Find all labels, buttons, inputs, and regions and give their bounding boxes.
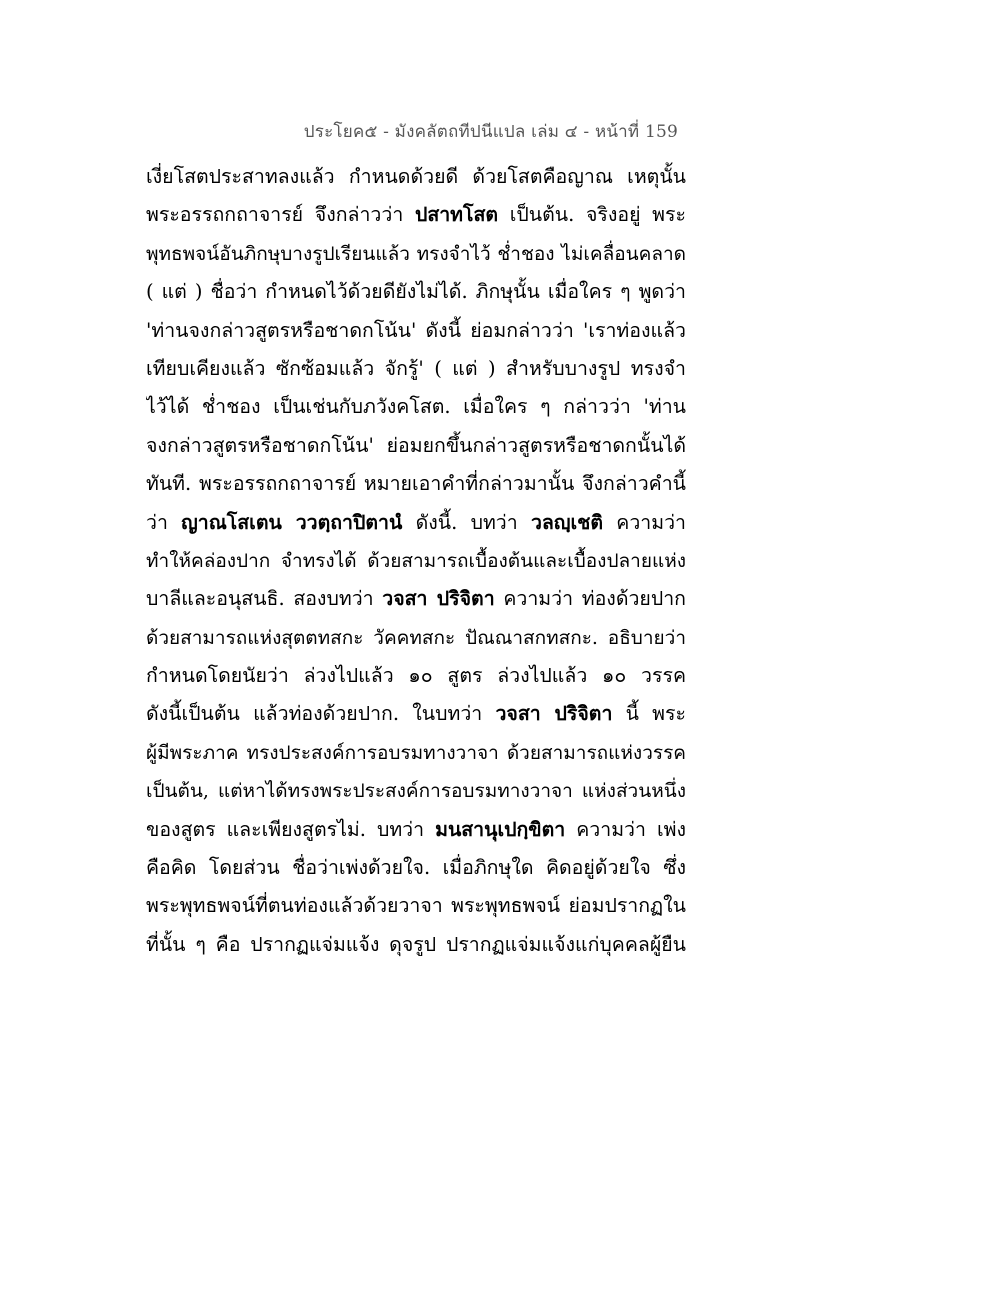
text-run: พระพุทธพจน์ที่ตนท่องแล้วด้วยวาจา พระพุทธพจน์ ย่อมปรากฏใน: [146, 894, 686, 918]
pali-term: ญาณโสเตน ววตฺถาปิตานํ: [181, 510, 403, 534]
text-run: พุทธพจน์อันภิกษุบางรูปเรียนแล้ว ทรงจำไว้ ช่ำชอง ไม่เคลื่อนคลาด: [146, 242, 686, 265]
text-run: ความว่า: [603, 510, 686, 534]
text-run: ความว่า เพ่ง: [565, 817, 686, 841]
pali-term: วจสา ปริจิตา: [495, 702, 613, 726]
text-line: [146, 772, 686, 810]
text-line: [146, 619, 686, 657]
running-header: ประโยค๕ - มังคลัตถทีปนีแปล เล่ม ๔ - หน้าที่ 159: [303, 122, 678, 142]
text-line: [146, 926, 686, 964]
text-run: ( แต่ ) ชื่อว่า กำหนดไว้ด้วยดียังไม่ได้. ภิกษุนั้น เมื่อใคร ๆ พูดว่า: [146, 280, 686, 304]
text-run: ของสูตร และเพียงสูตรไม่. บทว่า: [146, 817, 436, 841]
text-line: [146, 465, 686, 503]
text-run: เงี่ยโสตประสาทลงแล้ว กำหนดด้วยดี ด้วยโสตคือญาณ เหตุนั้น: [146, 165, 686, 188]
text-run: คือคิด โดยส่วน ชื่อว่าเพ่งด้วยใจ. เมื่อภิกษุใด คิดอยู่ด้วยใจ ซึ่ง: [146, 856, 686, 880]
text-line: [146, 542, 686, 580]
text-run: เป็นต้น, แต่หาได้ทรงพระประสงค์การอบรมทางวาจา แห่งส่วนหนึ่ง: [146, 780, 686, 803]
text-line: [146, 811, 686, 849]
text-line: [146, 695, 686, 733]
text-line: [146, 388, 686, 426]
text-line: [146, 657, 686, 695]
text-line: [146, 350, 686, 388]
text-run: บาลีและอนุสนธิ. สองบทว่า: [146, 587, 383, 611]
text-run: 'ท่านจงกล่าวสูตรหรือชาดกโน้น' ดังนี้ ย่อมกล่าวว่า 'เราท่องแล้ว: [146, 318, 686, 342]
text-run: ดังนี้เป็นต้น แล้วท่องด้วยปาก. ในบทว่า: [146, 702, 496, 726]
pali-term: ปสาทโสต: [414, 203, 499, 227]
text-run: ไว้ได้ ช่ำชอง เป็นเช่นกับภวังคโสต. เมื่อใคร ๆ กล่าวว่า 'ท่าน: [146, 395, 686, 419]
text-line: [146, 504, 686, 542]
text-run: ด้วยสามารถแห่งสุตตทสกะ วัคคทสกะ ปัณณาสกทสกะ. อธิบายว่า: [146, 626, 686, 649]
text-run: นี้ พระ: [612, 702, 686, 726]
text-run: พระอรรถกถาจารย์ จึงกล่าวว่า: [146, 203, 415, 227]
text-run: ทำให้คล่องปาก จำทรงได้ ด้วยสามารถเบื้องต้นและเบื้องปลายแห่ง: [146, 549, 686, 572]
text-run: ดังนี้. บทว่า: [402, 510, 531, 534]
text-line: [146, 158, 686, 196]
pali-term: มนสานุเปกฺขิตา: [435, 817, 566, 841]
text-run: ทันที. พระอรรถกถาจารย์ หมายเอาคำที่กล่าวมานั้น จึงกล่าวคำนี้: [146, 472, 686, 496]
text-run: เป็นต้น. จริงอยู่ พระ: [498, 203, 686, 227]
text-line: [146, 427, 686, 465]
text-line: [146, 887, 686, 925]
body-text: [146, 158, 686, 964]
text-run: ความว่า ท่องด้วยปาก: [494, 587, 686, 611]
text-run: ว่า: [146, 510, 182, 534]
text-line: [146, 580, 686, 618]
text-line: [146, 273, 686, 311]
text-run: ที่นั้น ๆ คือ ปรากฏแจ่มแจ้ง ดุจรูป ปรากฏแจ่มแจ้งแก่บุคคลผู้ยืน: [146, 932, 686, 956]
text-run: กำหนดโดยนัยว่า ล่วงไปแล้ว ๑๐ สูตร ล่วงไปแล้ว ๑๐ วรรค: [146, 664, 686, 688]
text-run: จงกล่าวสูตรหรือชาดกโน้น' ย่อมยกขึ้นกล่าวสูตรหรือชาดกนั้นได้: [146, 433, 686, 457]
text-line: [146, 312, 686, 350]
text-line: [146, 235, 686, 273]
text-run: ผู้มีพระภาค ทรงประสงค์การอบรมทางวาจา ด้วยสามารถแห่งวรรค: [146, 741, 686, 764]
text-line: [146, 196, 686, 234]
text-line: [146, 849, 686, 887]
text-line: [146, 734, 686, 772]
pali-term: วจสา ปริจิตา: [382, 587, 495, 611]
pali-term: วลญฺเชติ: [530, 510, 604, 534]
text-run: เทียบเคียงแล้ว ซักซ้อมแล้ว จักรู้' ( แต่ ) สำหรับบางรูป ทรงจำ: [146, 356, 686, 380]
